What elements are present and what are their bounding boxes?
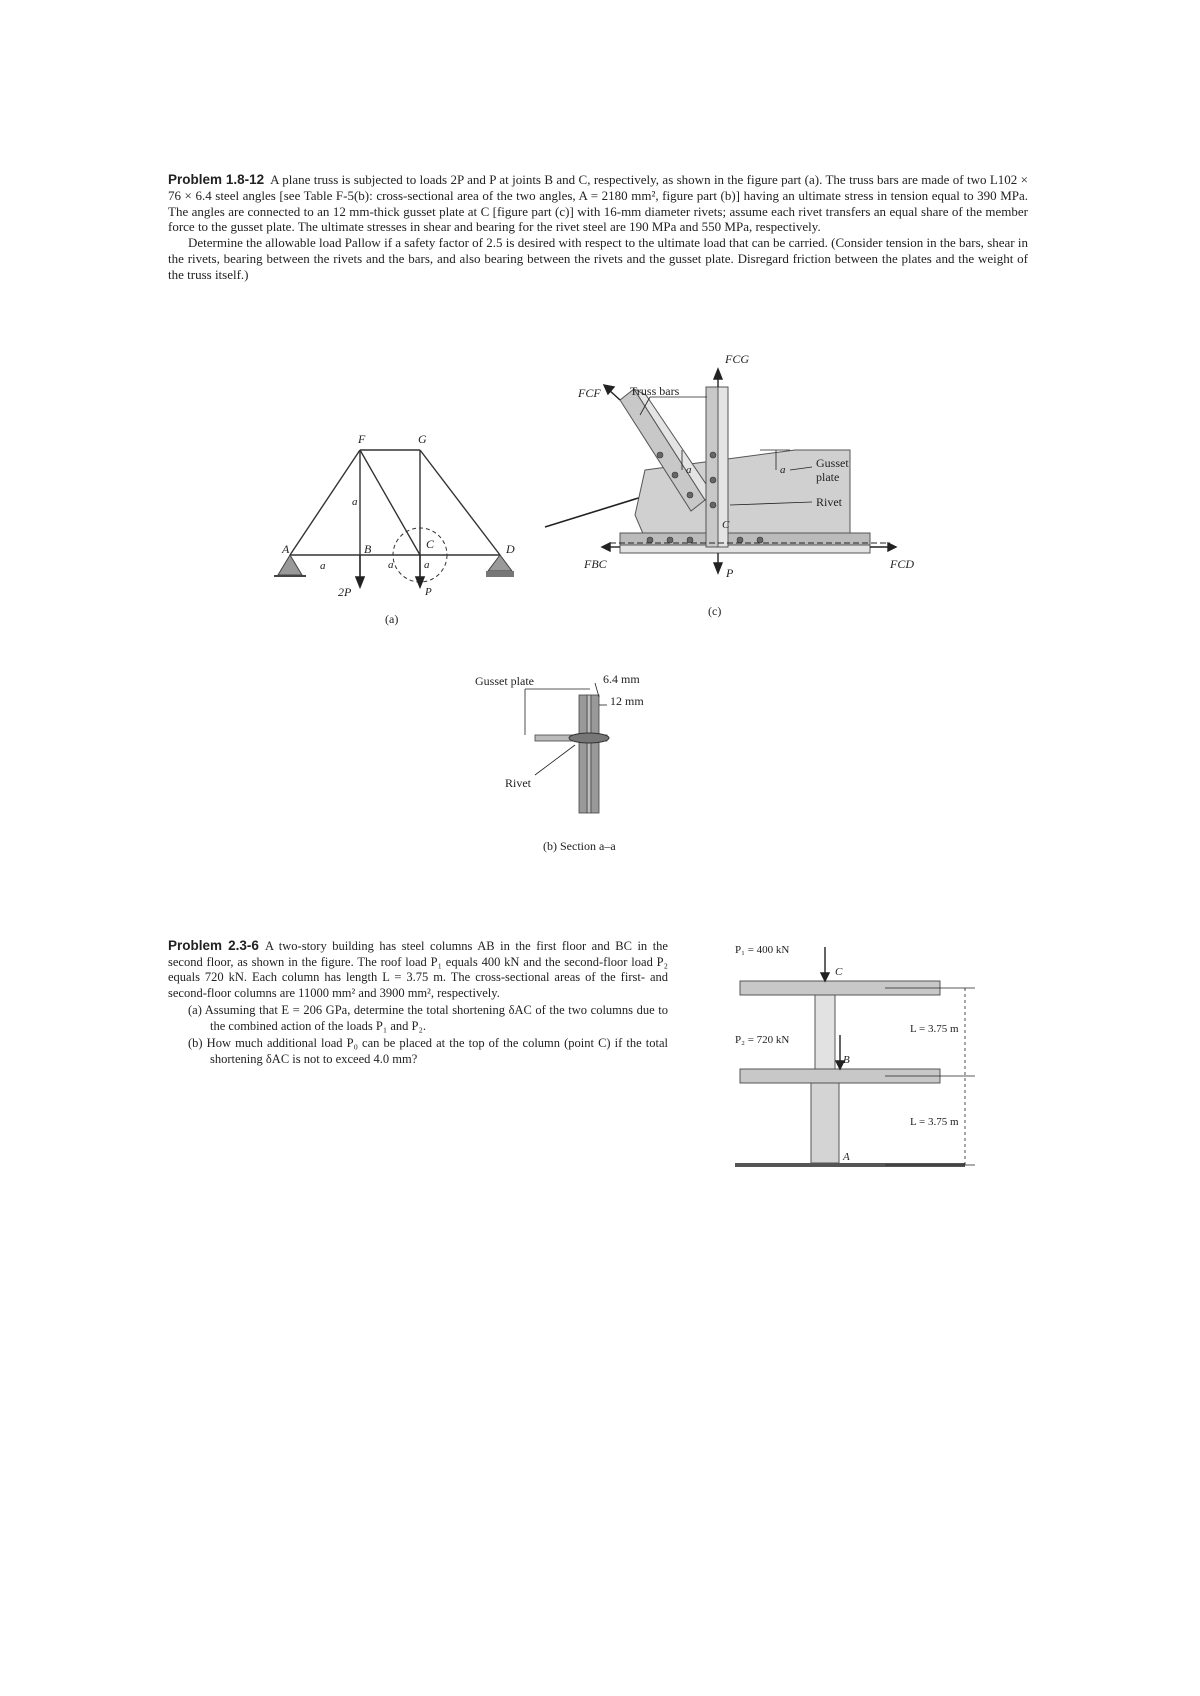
label-truss-bars: Truss bars [630, 384, 680, 398]
force-label: FCF [578, 386, 601, 400]
angle-leg [591, 695, 599, 813]
gusset-plate-section [587, 695, 591, 813]
rivet-section [569, 733, 609, 743]
truss-figure-a [270, 425, 540, 625]
label-gusset-plate: Gusset plate [475, 674, 534, 688]
angle-leg [579, 695, 587, 813]
member-fc [360, 450, 420, 555]
problem-1-8-12-text [168, 172, 1028, 283]
dimension-label: a [352, 496, 358, 508]
joint-label: C [426, 537, 435, 551]
joint-label: C [722, 519, 730, 531]
bottom-angle-flange [620, 545, 870, 553]
problem-paragraph: Determine the allowable load Pallow if a safety factor of 2.5 is desired with respect to the ultimate load that can be carried. (Consider tension in the bars, shear in the rivets, bearing between the rivets and the bars, and also bearing between the rivets and the gusset plate. Disregard friction between the plates and the weight of the truss itself.) [168, 235, 1028, 282]
length-label: L = 3.75 m [910, 1116, 959, 1128]
pin-support-a [278, 555, 302, 575]
force-label: FBC [584, 557, 607, 571]
label-gusset: Gusset [816, 456, 849, 470]
vertical-angle [706, 387, 718, 547]
figure-caption: (b) Section a–a [543, 839, 616, 853]
point-label: B [843, 1054, 850, 1066]
problem-paragraph: A plane truss is subjected to loads 2P and P at joints B and C, respectively, as shown in the figure part (a). The truss bars are made of two L102 × 76 × 6.4 steel angles [see Table F-5(b): cross-sectional area of the two angles, A = 2180 mm², figure part (b)] having an ultimate stress in tension equal to 390 MPa. The angles are connected to an 12 mm-thick gusset plate at C [figure part (c)] with 16-mm diameter rivets; assume each rivet transfers an equal share of the member force to the gusset plate. The ultimate stresses in shear and bearing for the rivet steel are 190 MPa and 550 MPa, respectively. [168, 172, 1029, 235]
member-af [290, 450, 360, 555]
joint-label: D [506, 542, 515, 556]
figure-caption: (c) [708, 604, 722, 618]
load-label: P [425, 586, 432, 598]
problem-label: Problem 1.8-12 [168, 172, 265, 187]
point-label: C [835, 966, 843, 978]
problem-label: Problem 2.3-6 [168, 938, 259, 953]
problem-part-a: (a) Assuming that E = 206 GPa, determine the total shortening δAC of the two columns due to the combined action of the loads P₁ and P₂. [188, 1003, 668, 1033]
label-rivet: Rivet [505, 776, 531, 790]
column-ab [811, 1083, 839, 1163]
section-mark: a [686, 464, 692, 476]
dimension-label: a [424, 559, 430, 571]
load-label-p2: P₂ = 720 kN [735, 1034, 790, 1046]
length-label: L = 3.75 m [910, 1023, 959, 1035]
label-plate: plate [816, 470, 840, 484]
force-label: P [726, 566, 734, 580]
load-label: 2P [338, 585, 352, 599]
force-label: FCD [890, 557, 914, 571]
joint-label: G [418, 432, 427, 446]
point-label: A [843, 1151, 850, 1163]
section-figure-b [475, 672, 715, 875]
label-rivet: Rivet [816, 495, 842, 509]
dimension-label: a [388, 559, 394, 571]
force-label: FCG [725, 352, 749, 366]
label-thickness-12: 12 mm [610, 694, 644, 708]
gusset-figure-c [578, 352, 950, 675]
column-bc [815, 995, 835, 1069]
load-label-p1: P₁ = 400 kN [735, 944, 790, 956]
joint-label: F [358, 432, 366, 446]
problem-part-b: (b) How much additional load P₀ can be placed at the top of the column (point C) if the total shortening δAC is not to exceed 4.0 mm? [188, 1036, 668, 1066]
building-figure [735, 935, 995, 1185]
problem-intro: A two-story building has steel columns AB in the first floor and BC in the second floor, as shown in the figure. The roof load P₁ equals 400 kN and the second-floor load P₂ equals 720 kN. Each column has length L = 3.75 m. The cross-sectional areas of the first- and second-floor columns are 11000 mm² and 3900 mm², respectively. [168, 939, 668, 1000]
roller-support-d [488, 555, 512, 571]
problem-2-3-6-text [168, 938, 668, 1067]
joint-label: A [282, 542, 290, 556]
section-mark: a [780, 464, 786, 476]
dimension-label: a [320, 560, 326, 572]
roller-base [486, 571, 514, 577]
label-thickness-6-4: 6.4 mm [603, 672, 640, 686]
joint-label: B [364, 542, 372, 556]
figure-caption: (a) [385, 612, 399, 626]
